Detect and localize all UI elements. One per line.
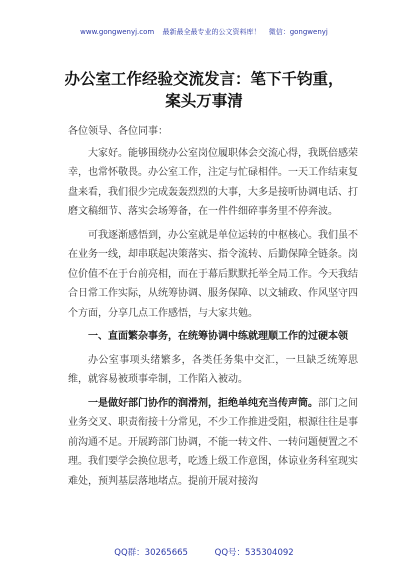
paragraph-2: 可我逐渐感悟到，办公室就是单位运转的中枢核心。我们虽不在业务一线，却串联起决策落实、指令流转、后勤保障全链条。岗位价值不在于台前亮相，而在于幕后默默托举全局工作。今天我结合日常工作实际，从统筹协调、服务保障、以文辅政、作风坚守四个方面，分享几点工作感悟，与大家共勉。 [68, 229, 358, 319]
title-line-1: 办公室工作经验交流发言：笔下千钧重， [64, 70, 344, 88]
paragraph-3: 办公室事项头绪繁多，各类任务集中交汇，一旦缺乏统筹思维，就容易被琐事牵制，工作陷入被动。 [68, 354, 358, 385]
footer-qq-group: QQ群：30265665 [114, 548, 188, 558]
title-line-2: 案头万事清 [165, 92, 243, 110]
site-wechat: 微信：gongwenyj [268, 28, 328, 36]
paragraph-4-body: 部门之间业务交叉、职责衔接十分常见，不少工作推进受阻，根源往往是事前沟通不足。开展跨部门协调，不能一转文件、一转问题便置之不理。我们要学会换位思考，吃透上级工作意图，体谅业务科室现实难处，预判基层落地堵点。提前开展对接沟 [68, 397, 358, 487]
footer-qq: QQ号：535304092 [214, 548, 294, 558]
salutation: 各位领导、各位同事： [68, 126, 168, 137]
paragraph-1: 大家好。能够围绕办公室岗位履职体会交流心得，我既倍感荣幸，也常怀敬畏。办公室工作，注定与忙碌相伴。一天工作结束复盘来看，我们很少完成轰轰烈烈的大事，大多是接听协调电话、打磨文稿细节、落实会场筹备，在一件件细碎事务里不停奔波。 [68, 147, 358, 217]
paragraph-4-lead: 一是做好部门协作的润滑剂，拒绝单纯充当传声筒。 [88, 397, 318, 409]
document-title [30, 68, 378, 112]
document-body [68, 122, 358, 491]
site-header [0, 27, 408, 37]
paragraph-4 [68, 394, 358, 492]
site-url[interactable]: www.gongwenyj.com [80, 28, 155, 36]
section-1-heading: 一、直面繁杂事务，在统筹协调中练就理顺工作的过硬本领 [88, 331, 348, 342]
site-footer [0, 546, 408, 558]
site-slogan: 最新最全最专业的公文资料库！ [162, 28, 261, 36]
